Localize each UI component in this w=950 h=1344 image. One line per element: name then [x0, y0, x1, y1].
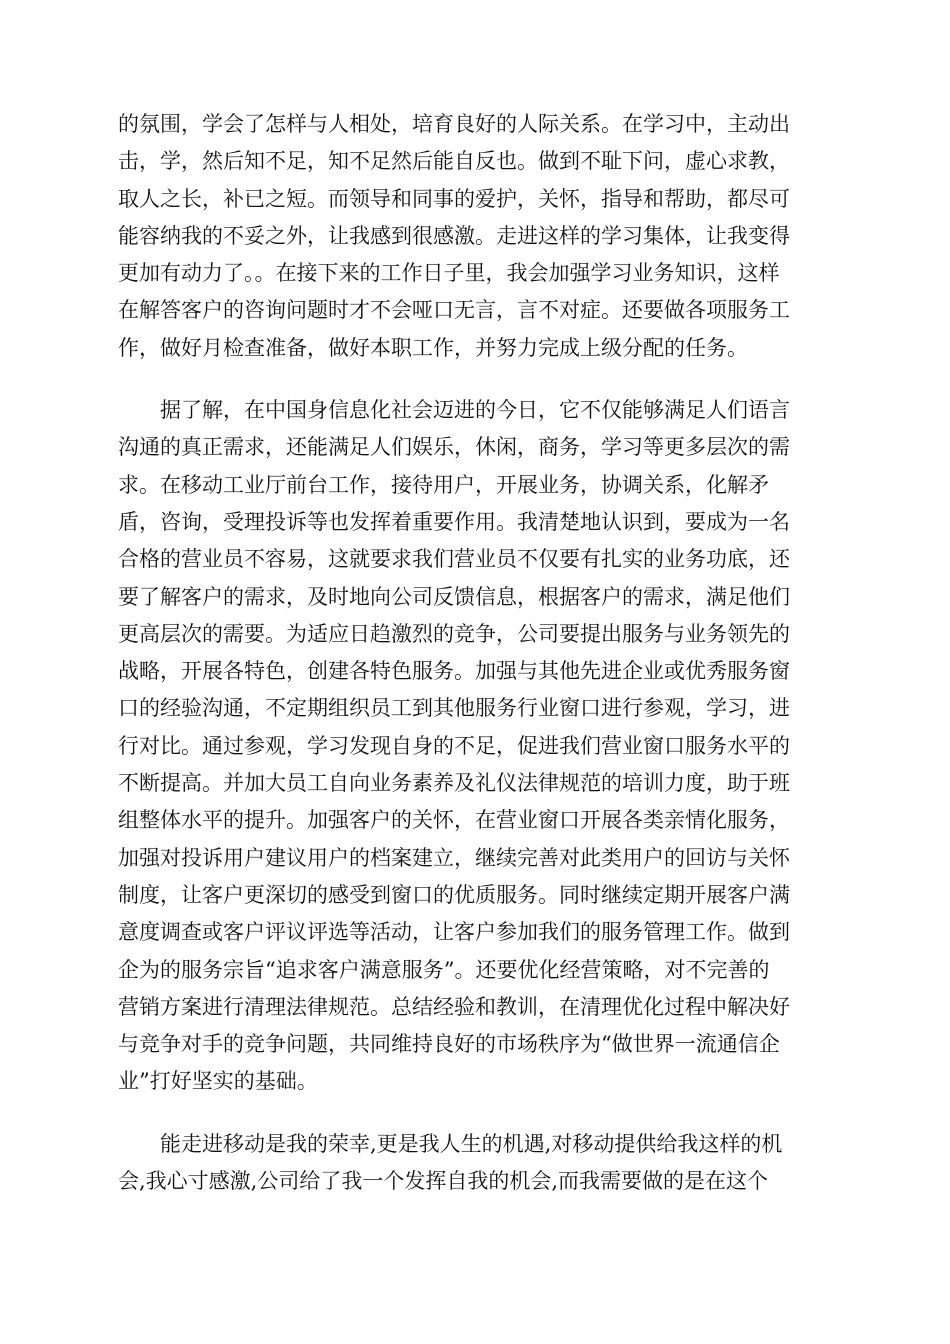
- paragraph-2: [118, 392, 838, 1101]
- text-line: 制度，让客户更深切的感受到窗口的优质服务。同时继续定期开展客户满: [118, 882, 790, 907]
- text-line: 合格的营业员不容易，这就要求我们营业员不仅要有扎实的业务功底，还: [118, 547, 790, 572]
- text-line: 作，做好月检查准备，做好本职工作，并努力完成上级分配的任务。: [118, 335, 748, 360]
- text-line: 战略，开展各特色，创建各特色服务。加强与其他先进企业或优秀服务窗: [118, 659, 790, 684]
- text-line: 与竞争对手的竞争问题，共同维持良好的市场秩序为“做世界一流通信企: [118, 1032, 780, 1057]
- text-line: 企为的服务宗旨“追求客户满意服务”。还要优化经营策略，对不完善的: [118, 957, 770, 982]
- text-line: 要了解客户的需求，及时地向公司反馈信息，根据客户的需求，满足他们: [118, 584, 790, 609]
- text-line: 击，学，然后知不足，知不足然后能自反也。做到不耻下问，虚心求教，: [118, 149, 790, 174]
- text-line: 盾，咨询，受理投诉等也发挥着重要作用。我清楚地认识到，要成为一名: [118, 509, 790, 534]
- text-line: 取人之长，补已之短。而领导和同事的爱护，关怀，指导和帮助，都尽可: [118, 186, 790, 211]
- text-line: 求。在移动工业厅前台工作，接待用户，开展业务，协调关系，化解矛: [118, 472, 769, 497]
- text-line: 更高层次的需要。为适应日趋激烈的竞争，公司要提出服务与业务领先的: [118, 621, 790, 646]
- text-line: 不断提高。并加大员工自向业务素养及礼仪法律规范的培训力度，助于班: [118, 771, 790, 796]
- text-line: 行对比。通过参观，学习发现自身的不足，促进我们营业窗口服务水平的: [118, 733, 790, 758]
- text-line: 能容纳我的不妥之外，让我感到很感激。走进这样的学习集体，让我变得: [118, 223, 790, 248]
- paragraph-3: [118, 1126, 838, 1201]
- text-line: 的氛围，学会了怎样与人相处，培育良好的人际关系。在学习中，主动出: [118, 112, 790, 136]
- text-line: 业”打好坚实的基础。: [118, 1069, 318, 1094]
- document-body: [118, 106, 838, 1225]
- text-line: 据了解，在中国身信息化社会迈进的今日，它不仅能够满足人们语言: [160, 398, 790, 423]
- text-line: 在解答客户的咨询问题时才不会哑口无言，言不对症。还要做各项服务工: [118, 298, 790, 323]
- text-line: 口的经验沟通，不定期组织员工到其他服务行业窗口进行参观，学习，进: [118, 696, 790, 721]
- text-line: 会,我心寸感激,公司给了我一个发挥自我的机会,而我需要做的是在这个: [118, 1169, 769, 1194]
- text-line: 更加有动力了。。在接下来的工作日子里，我会加强学习业务知识，这样: [118, 261, 780, 286]
- text-line: 营销方案进行清理法律规范。总结经验和教训，在清理优化过程中解决好: [118, 994, 790, 1019]
- text-line: 组整体水平的提升。加强客户的关怀，在营业窗口开展各类亲情化服务，: [118, 808, 790, 833]
- paragraph-1: [118, 106, 838, 367]
- text-line: 加强对投诉用户建议用户的档案建立，继续完善对此类用户的回访与关怀: [118, 845, 790, 870]
- text-line: 能走进移动是我的荣幸,更是我人生的机遇,对移动提供给我这样的机: [160, 1131, 783, 1156]
- text-line: 意度调查或客户评议评选等活动，让客户参加我们的服务管理工作。做到: [118, 920, 790, 945]
- text-line: 沟通的真正需求，还能满足人们娱乐，休闲，商务，学习等更多层次的需: [118, 435, 790, 460]
